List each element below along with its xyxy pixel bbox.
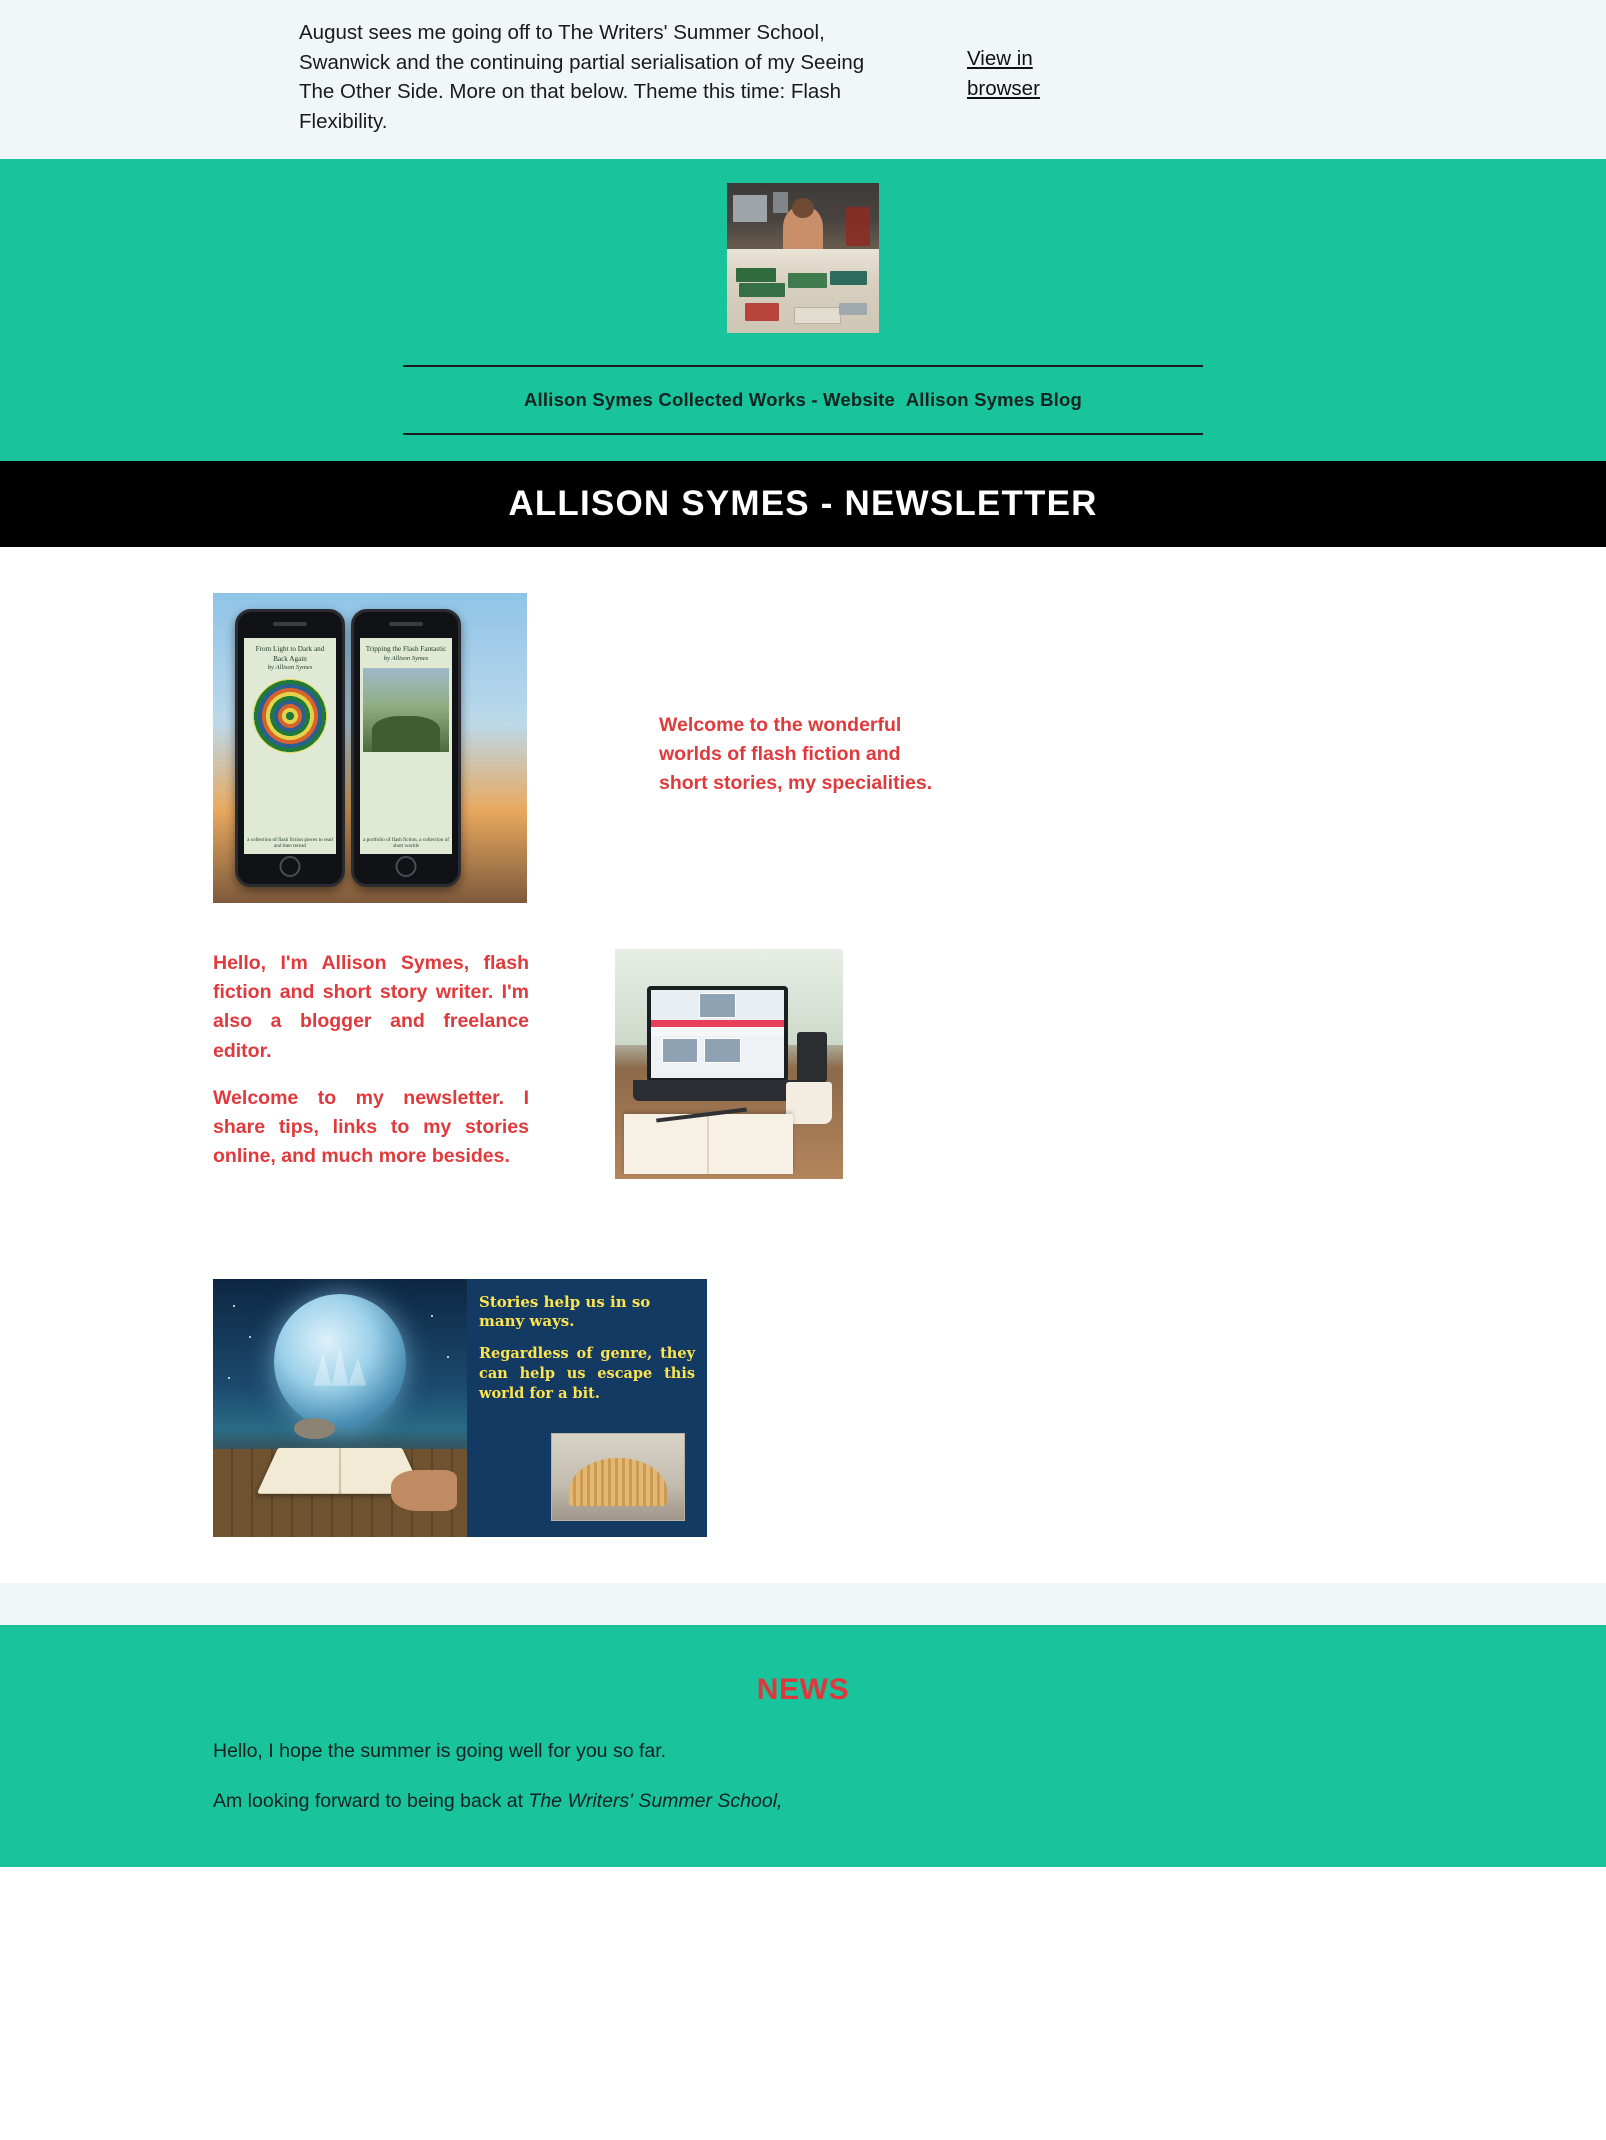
book-cover-title-right: Tripping the Flash Fantastic [365, 644, 447, 653]
header-nav-links [403, 389, 1203, 411]
phone-speaker-icon [273, 622, 307, 626]
news-paragraph-2-italic: The Writers' Summer School, [528, 1790, 783, 1813]
news-paragraph-2 [213, 1787, 1073, 1815]
nav-link-website[interactable]: Allison Symes Collected Works - Website [523, 388, 896, 410]
about-paragraph-1: Hello, I'm Allison Symes, flash fiction and short story writer. I'm also a blogger and freelance editor. [213, 951, 529, 1062]
view-in-browser-link[interactable]: View in browser [967, 47, 1040, 100]
news-paragraph-2-prefix: Am looking forward to being back at [213, 1790, 529, 1813]
book-cover-title-left: From Light to Dark and Back Again [255, 644, 325, 663]
laptop-icon [647, 986, 788, 1083]
news-section [0, 1625, 1606, 1868]
stories-heading: Stories help us in so many ways. [479, 1292, 651, 1330]
phone-left [235, 609, 345, 887]
news-body [213, 1737, 1393, 1816]
newsletter-title-bar [0, 461, 1606, 547]
spiral-artwork [253, 679, 327, 753]
book-cover-subtitle-left: a collection of flash fiction pieces to read and then reread [247, 836, 333, 849]
preheader-text: August sees me going off to The Writers' Summer School, Swanwick and the continuing partial serialisation of my Seeing The Other Side. More on that below. Theme this time: Flash Flexibility. [299, 21, 865, 134]
phone-home-button-icon [280, 856, 301, 877]
author-photo [727, 183, 879, 333]
page-title: ALLISON SYMES - NEWSLETTER [508, 483, 1098, 523]
stories-graphic [213, 1279, 707, 1537]
welcome-copy [659, 711, 933, 799]
moon-icon [274, 1294, 406, 1428]
intro-row [213, 593, 1393, 903]
about-row [213, 949, 1393, 1179]
about-copy [213, 949, 529, 1172]
stories-graphic-text-panel [467, 1279, 707, 1537]
main-content [0, 547, 1606, 1583]
header-nav [403, 365, 1203, 435]
book-cover-subtitle-right: a portfolio of flash fiction, a collection of short worlds [363, 836, 449, 849]
about-text-col [213, 949, 573, 1172]
header-green-band [0, 159, 1606, 461]
phone-right-screen [360, 638, 452, 854]
stories-graphic-row [213, 1279, 1393, 1583]
coffee-cup-icon [786, 1082, 832, 1123]
preheader-inner [213, 18, 1393, 137]
intro-image-col [213, 593, 573, 903]
preheader-band [0, 0, 1606, 159]
nav-link-blog[interactable]: Allison Symes Blog [905, 388, 1083, 410]
news-title: NEWS [756, 1672, 850, 1706]
author-photo-wrap [0, 183, 1606, 333]
stories-body: Regardless of genre, they can help us escape this world for a bit. [479, 1345, 695, 1402]
book-cover-author-left: by Allison Symes [267, 664, 313, 672]
about-paragraph-2: Welcome to my newsletter. I share tips, links to my stories online, and much more besides. [213, 1086, 529, 1168]
book-cover-author-right: by Allison Symes [383, 654, 429, 662]
welcome-copy-text: Welcome to the wonderful worlds of flash fiction and short stories, my specialities. [659, 713, 933, 795]
desk-laptop-image [615, 949, 843, 1179]
cover-landscape-photo [363, 668, 449, 752]
about-image-col [573, 949, 933, 1179]
intro-text-col [573, 593, 933, 799]
news-paragraph-1: Hello, I hope the summer is going well for you so far. [213, 1739, 667, 1762]
notebook-icon [624, 1114, 793, 1174]
phone-right [351, 609, 461, 887]
moon-book-illustration [213, 1279, 467, 1537]
fanned-book-photo [551, 1433, 685, 1521]
phones-image [213, 593, 527, 903]
phone-home-button-icon [396, 856, 417, 877]
section-spacer [0, 1583, 1606, 1625]
phone-left-screen [244, 638, 336, 854]
phone-speaker-icon [389, 622, 423, 626]
news-column [213, 1737, 1073, 1816]
stories-graphic-col [213, 1279, 933, 1537]
